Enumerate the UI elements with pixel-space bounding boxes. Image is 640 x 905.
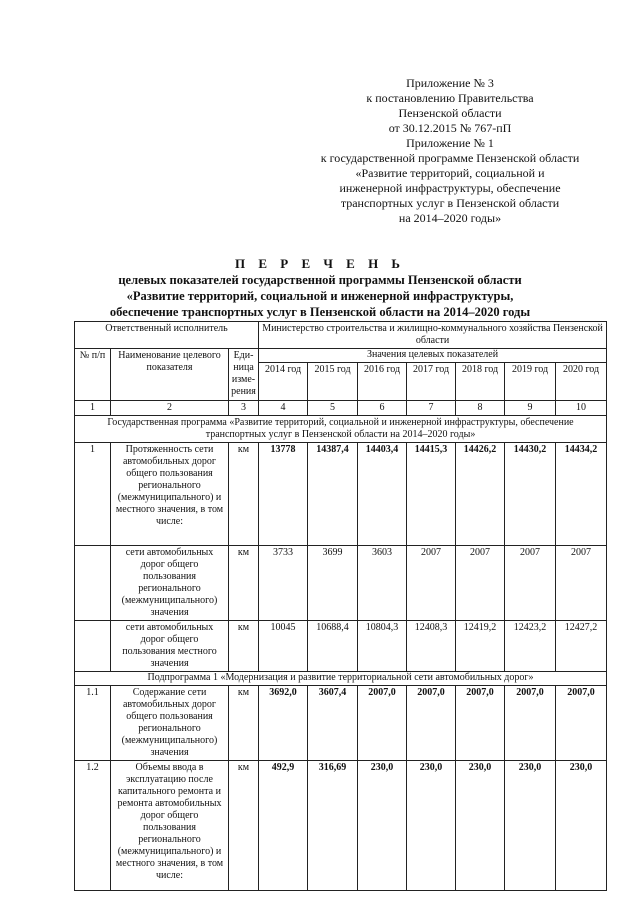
value-cell: 230,0 <box>358 761 407 891</box>
row-number <box>75 621 111 672</box>
header-year: 2020 год <box>556 363 607 401</box>
program-row: Государственная программа «Развитие территорий, социальной и инженерной инфраструктуры, обеспечение транспортных услуг в Пензенской области на 2014–2020 годы» <box>75 416 607 443</box>
row-number: 1 <box>75 443 111 546</box>
row-number <box>75 546 111 621</box>
value-cell: 14415,3 <box>407 443 456 546</box>
unit-cell: км <box>229 761 259 891</box>
annex-line: Приложение № 1 <box>406 136 494 150</box>
row-number: 1.1 <box>75 686 111 761</box>
table-row <box>75 546 607 621</box>
indicator-rows <box>75 443 607 672</box>
value-cell: 3692,0 <box>259 686 308 761</box>
row-number: 1.2 <box>75 761 111 891</box>
annex-1-block <box>300 136 600 226</box>
annex-line: к государственной программе Пензенской области <box>320 151 580 165</box>
value-cell: 2007,0 <box>556 686 607 761</box>
value-cell: 2007 <box>456 546 505 621</box>
value-cell: 10804,3 <box>358 621 407 672</box>
value-cell: 14430,2 <box>505 443 556 546</box>
value-cell: 14434,2 <box>556 443 607 546</box>
table-row <box>75 621 607 672</box>
column-number: 10 <box>556 401 607 416</box>
value-cell: 12427,2 <box>556 621 607 672</box>
value-cell: 3607,4 <box>308 686 358 761</box>
subprogram-row: Подпрограмма 1 «Модернизация и развитие территориальной сети автомобильных дорог» <box>75 672 607 686</box>
value-cell: 14403,4 <box>358 443 407 546</box>
indicator-name: Протяженность сети автомобильных дорог общего пользования регионального (межмуниципального) и местного значения, в том числе: <box>111 443 229 546</box>
document-subtitle-line: обеспечение транспортных услуг в Пензенской области на 2014–2020 годы <box>109 305 531 319</box>
indicator-name: сети автомобильных дорог общего пользования регионального (межмуниципального) значения <box>111 546 229 621</box>
column-number: 6 <box>358 401 407 416</box>
annex-line: Пензенской области <box>398 106 502 120</box>
unit-cell: км <box>229 443 259 546</box>
value-cell: 2007,0 <box>407 686 456 761</box>
value-cell: 2007 <box>505 546 556 621</box>
column-number: 4 <box>259 401 308 416</box>
header-name: Наименование целевого показателя <box>111 349 229 401</box>
annex-line: Приложение № 3 <box>406 76 494 90</box>
column-number: 3 <box>229 401 259 416</box>
value-cell: 492,9 <box>259 761 308 891</box>
indicator-name: сети автомобильных дорог общего пользования местного значения <box>111 621 229 672</box>
column-number: 5 <box>308 401 358 416</box>
value-cell: 14387,4 <box>308 443 358 546</box>
table-row <box>75 761 607 891</box>
value-cell: 2007,0 <box>505 686 556 761</box>
annex-line: «Развитие территорий, социальной и <box>355 166 545 180</box>
annex-3-block <box>330 76 570 136</box>
header-year: 2017 год <box>407 363 456 401</box>
header-num: № п/п <box>75 349 111 401</box>
unit-cell: км <box>229 621 259 672</box>
annex-line: от 30.12.2015 № 767-пП <box>388 121 512 135</box>
responsible-label: Ответственный исполнитель <box>75 322 259 349</box>
value-cell: 230,0 <box>505 761 556 891</box>
document-title: П Е Р Е Ч Е Н Ь <box>234 256 406 271</box>
header-year: 2016 год <box>358 363 407 401</box>
unit-cell: км <box>229 546 259 621</box>
value-cell: 14426,2 <box>456 443 505 546</box>
table-row <box>75 443 607 546</box>
value-cell: 10688,4 <box>308 621 358 672</box>
value-cell: 3733 <box>259 546 308 621</box>
document-subtitle-line: «Развитие территорий, социальной и инженерной инфраструктуры, <box>126 289 514 303</box>
table-row <box>75 686 607 761</box>
value-cell: 2007,0 <box>358 686 407 761</box>
header-year: 2015 год <box>308 363 358 401</box>
column-number: 1 <box>75 401 111 416</box>
annex-line: транспортных услуг в Пензенской области <box>340 196 560 210</box>
value-cell: 12408,3 <box>407 621 456 672</box>
annex-line: на 2014–2020 годы» <box>398 211 502 225</box>
document-heading <box>60 256 580 320</box>
indicator-name: Объемы ввода в эксплуатацию после капитального ремонта и ремонта автомобильных дорог общего пользования регионального (межмуниципального) и местного значения, в том числе: <box>111 761 229 891</box>
column-number: 2 <box>111 401 229 416</box>
header-unit: Еди-ница изме-рения <box>229 349 259 401</box>
header-values: Значения целевых показателей <box>259 349 607 363</box>
column-number: 9 <box>505 401 556 416</box>
value-cell: 316,69 <box>308 761 358 891</box>
value-cell: 230,0 <box>407 761 456 891</box>
unit-cell: км <box>229 686 259 761</box>
value-cell: 230,0 <box>456 761 505 891</box>
column-number: 7 <box>407 401 456 416</box>
header-year: 2019 год <box>505 363 556 401</box>
indicators-table <box>74 321 607 891</box>
value-cell: 12423,2 <box>505 621 556 672</box>
responsible-value: Министерство строительства и жилищно-коммунального хозяйства Пензенской области <box>259 322 607 349</box>
value-cell: 12419,2 <box>456 621 505 672</box>
indicator-name: Содержание сети автомобильных дорог общего пользования регионального (межмуниципального) значения <box>111 686 229 761</box>
value-cell: 3699 <box>308 546 358 621</box>
value-cell: 2007 <box>556 546 607 621</box>
value-cell: 2007,0 <box>456 686 505 761</box>
annex-line: инженерной инфраструктуры, обеспечение <box>339 181 561 195</box>
subprogram-indicator-rows <box>75 686 607 891</box>
document-subtitle-line: целевых показателей государственной программы Пензенской области <box>118 273 522 287</box>
annex-line: к постановлению Правительства <box>366 91 534 105</box>
value-cell: 10045 <box>259 621 308 672</box>
value-cell: 2007 <box>407 546 456 621</box>
value-cell: 3603 <box>358 546 407 621</box>
header-year: 2018 год <box>456 363 505 401</box>
value-cell: 13778 <box>259 443 308 546</box>
value-cell: 230,0 <box>556 761 607 891</box>
header-year: 2014 год <box>259 363 308 401</box>
column-number: 8 <box>456 401 505 416</box>
